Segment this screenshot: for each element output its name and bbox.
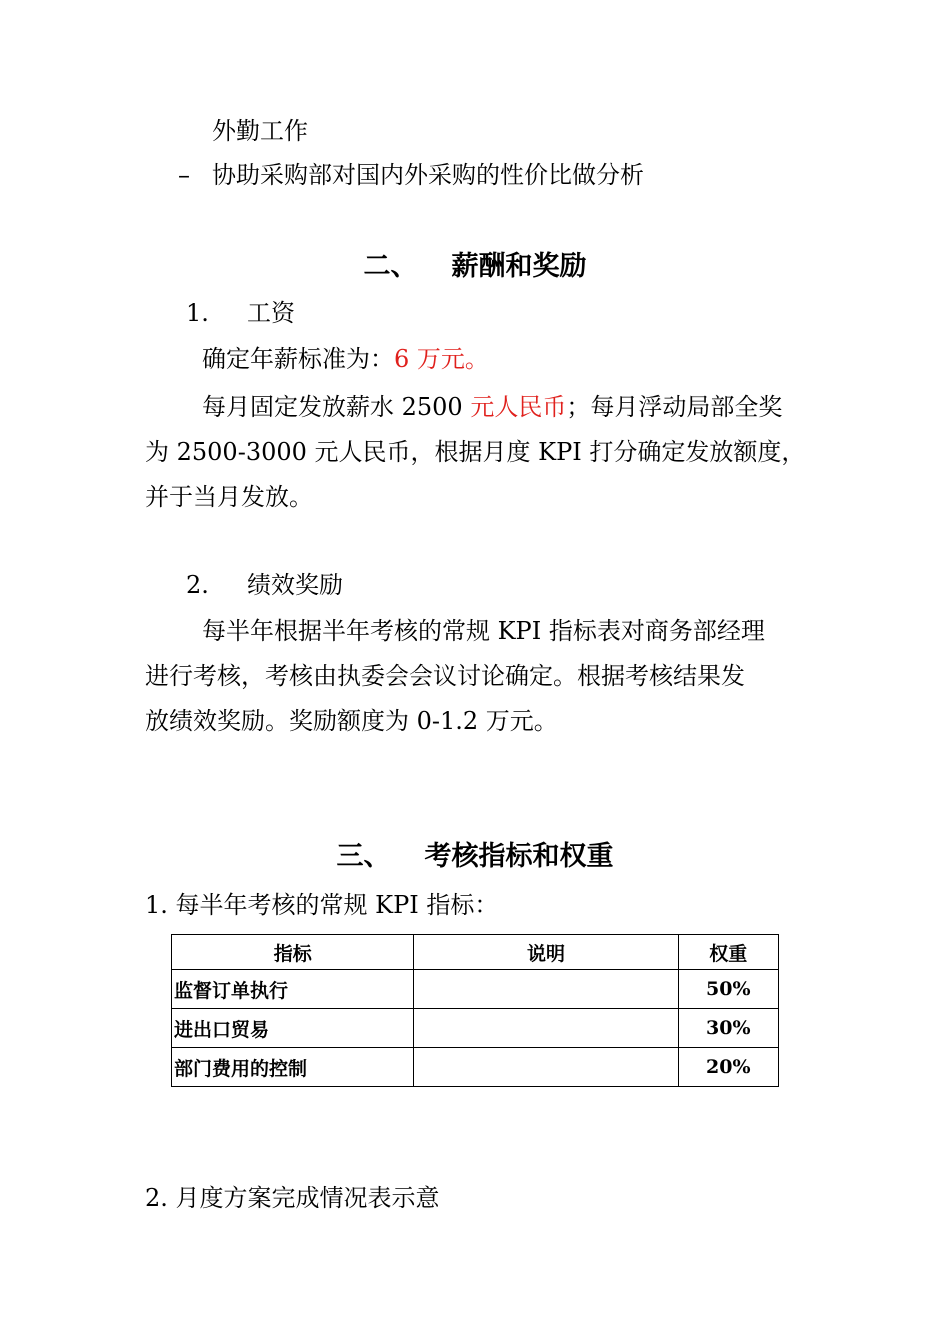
row-description xyxy=(414,1009,678,1048)
intro-line-2: 协助采购部对国内外采购的性价比做分析 xyxy=(212,161,644,189)
row-indicator: 监督订单执行 xyxy=(172,970,414,1009)
row-weight: 50% xyxy=(678,970,778,1009)
annual-salary-label: 确定年薪标准为： xyxy=(202,345,394,373)
row-weight: 20% xyxy=(678,1048,778,1087)
item-1-title: 工资 xyxy=(247,299,295,327)
intro-line-1: 外勤工作 xyxy=(212,117,308,145)
bonus-para-line-2: 进行考核，考核由执委会会议讨论确定。根据考核结果发 xyxy=(145,662,745,690)
section-2-number: 二、 xyxy=(363,251,418,282)
item-2-title: 绩效奖励 xyxy=(247,571,343,599)
item-1-number: 1. xyxy=(186,299,209,327)
row-description xyxy=(414,970,678,1009)
salary-para-line-3: 并于当月发放。 xyxy=(145,483,313,511)
salary-text-a: 每月固定发放薪水 2500 xyxy=(202,393,471,421)
header-weight: 权重 xyxy=(678,935,778,970)
section-2-title: 薪酬和奖励 xyxy=(451,251,587,282)
bullet-dash: – xyxy=(178,161,190,189)
row-weight: 30% xyxy=(678,1009,778,1048)
bonus-para-line-1: 每半年根据半年考核的常规 KPI 指标表对商务部经理 xyxy=(202,617,765,645)
salary-para-line-2: 为 2500-3000 元人民币，根据月度 KPI 打分确定发放额度， xyxy=(145,438,806,466)
kpi-table xyxy=(171,934,779,1087)
section-3-heading xyxy=(0,840,950,874)
salary-para-line-1 xyxy=(202,392,782,422)
row-indicator: 进出口贸易 xyxy=(172,1009,414,1048)
salary-currency-highlight: 元人民币 xyxy=(470,393,567,421)
kpi-subheading: 1. 每半年考核的常规 KPI 指标： xyxy=(145,891,499,919)
header-indicator: 指标 xyxy=(172,935,414,970)
section-3-number: 三、 xyxy=(336,841,391,872)
monthly-plan-subheading: 2. 月度方案完成情况表示意 xyxy=(145,1184,440,1212)
bonus-para-line-3: 放绩效奖励。奖励额度为 0-1.2 万元。 xyxy=(145,707,558,735)
item-2-number: 2. xyxy=(186,571,209,599)
table-row xyxy=(172,970,779,1009)
section-3-title: 考核指标和权重 xyxy=(424,841,614,872)
annual-salary-value: 6 万元。 xyxy=(394,345,489,373)
table-row xyxy=(172,1009,779,1048)
row-indicator: 部门费用的控制 xyxy=(172,1048,414,1087)
section-2-heading xyxy=(0,250,950,284)
annual-salary-line xyxy=(202,344,489,374)
table-row xyxy=(172,1048,779,1087)
salary-text-b: ；每月浮动局部全奖 xyxy=(566,393,783,421)
kpi-table-header xyxy=(172,935,779,970)
header-description: 说明 xyxy=(414,935,678,970)
row-description xyxy=(414,1048,678,1087)
